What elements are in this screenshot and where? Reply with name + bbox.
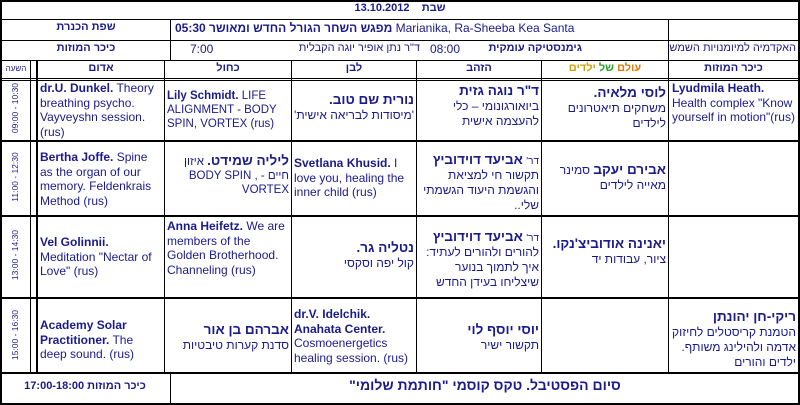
session-desc: ביואורגונומי – כלי להעצמה אישית — [452, 99, 539, 129]
presenter-name: לוסי מלאיה. — [593, 85, 666, 100]
session-desc: תקשור ישיר — [480, 338, 539, 353]
presenter-name: dr.U. Dunkel. — [40, 81, 114, 95]
time-slot-1: 09:00 - 10:30 — [10, 82, 20, 134]
session-r2-blue — [167, 153, 289, 213]
session-desc: סדנת קערות טיבטיות — [182, 338, 289, 353]
session-desc: We are members of the Golden Brotherhood. Channeling (rus) — [167, 219, 285, 277]
kids-word-yeladim: ילדים — [568, 62, 596, 74]
session-desc: תקשור חי למציאת והגשמת היעוד הגשמתי שלי.. — [423, 168, 539, 212]
footer-muses-time: כיכר המוזות 17:00-18:00 — [24, 380, 146, 392]
session-type: סמינר — [559, 163, 590, 177]
presenter-name: Academy Solar Practitioner. — [40, 318, 127, 347]
session-desc: Health complex "Know yourself in motion"(rus) — [672, 95, 795, 125]
session-r3-gold — [419, 229, 539, 295]
session-r2-white — [294, 156, 414, 213]
time-slot-3: 13:00 - 14:30 — [10, 229, 20, 281]
session-desc: LIFE ALIGNMENT - BODY SPIN, VORTEX (rus) — [167, 90, 277, 131]
festival-closing: סיום הפסטיבל. טקס קוסמי "חותמת שלומי" — [349, 377, 621, 393]
presenter-name: ד"ר נוגה גזית — [459, 83, 539, 98]
session-r4-gold — [419, 322, 539, 370]
session-r4-red — [40, 318, 162, 371]
presenter-name: Lily Schmidt. — [167, 90, 239, 102]
presenter-name: יוסי יוסף לוי — [467, 322, 539, 337]
session-r1-gold — [419, 83, 539, 139]
session-r3-kids — [544, 236, 666, 294]
venue-label-muses: כיכר המוזות — [56, 42, 116, 54]
kids-word-olam: עולם — [617, 62, 642, 74]
time-slot-2: 11:00 - 12:30 — [10, 152, 20, 202]
session-desc: Spine as the organ of our memory. Feldenkrais Method (rus) — [40, 150, 152, 208]
venue-label-kinneret: שפת הכנרת — [56, 21, 116, 33]
dawn-session-hebrew: 05:30 מפגש השחר הגורל החדש ומאושר — [175, 21, 393, 35]
presenter-name: אביעד דוידוביץ — [432, 229, 523, 244]
session-r4-white — [294, 307, 414, 371]
presenter-name: אביעד דוידוביץ — [432, 152, 523, 167]
yoga-session: ד"ר נתן אופיר יוגה הקבלית — [298, 42, 420, 54]
col-header-red: אדום — [88, 62, 114, 74]
session-r4-blue — [167, 322, 289, 370]
col-header-gold: הזהב — [466, 62, 492, 74]
banner-date: 13.10.2012 — [354, 2, 410, 14]
col-header-kids — [542, 62, 668, 74]
session-r2-red — [40, 150, 162, 213]
session-r1-red — [40, 81, 162, 139]
presenter-name: Lyudmila Heath. — [672, 81, 765, 95]
col-header-blue: כחול — [216, 62, 240, 74]
kids-word-shel: של — [598, 62, 615, 74]
presenter-name: Vel Golinnii. — [40, 235, 109, 249]
session-desc: I love you, healing the inner child (rus) — [294, 156, 405, 200]
session-r1-muses — [672, 81, 797, 139]
session-desc: The deep sound. (rus) — [40, 332, 135, 362]
session-r1-white — [294, 92, 414, 138]
session-r3-red — [40, 235, 162, 295]
presenter-name: נטליה גר. — [356, 240, 414, 255]
presenter-name: Svetlana Khusid. — [294, 156, 391, 170]
session-r1-blue — [167, 89, 289, 139]
session-desc: Meditation "Nectar of Love" (rus) — [40, 249, 152, 279]
session-r3-white — [294, 240, 414, 294]
time-slot-4: 15:00 - 16:30 — [10, 309, 20, 361]
session-desc: Cosmoenergetics healing session. (rus) — [294, 336, 409, 365]
presenter-name: ריקי-חן יהונתן — [712, 309, 796, 324]
date-banner — [0, 2, 800, 19]
presenter-title: דר' — [526, 233, 539, 244]
session-desc: מאייה לילדים — [599, 178, 666, 193]
presenter-name: נורית שם טוב. — [328, 92, 414, 107]
presenter-name: dr.V. Idelchik. Anahata Center. — [294, 307, 386, 336]
presenter-name: ליליה שמידט. — [207, 153, 289, 168]
session-desc: קול יפה וסקסי — [343, 256, 414, 271]
presenter-name: Bertha Joffe. — [40, 150, 114, 164]
presenter-name: Anna Heifetz. — [167, 219, 244, 233]
col-header-muses: כיכר המוזות — [704, 62, 763, 74]
session-r4-muses — [670, 309, 796, 371]
session-desc: הטמנת קריסטלים לחיזוק אדמה ולהילינג משותף. ילדים והורים — [672, 325, 796, 369]
col-header-time: השעה — [5, 64, 27, 73]
session-desc: איזון חיים - BODY SPIN , VORTEX — [184, 156, 289, 197]
yoga-time: 7:00 — [190, 42, 214, 56]
session-r1-kids — [544, 85, 666, 139]
dawn-session — [175, 21, 665, 40]
session-desc: משחקים תיאטרונים לילדים — [567, 101, 666, 131]
solar-academy-label: האקדמיה למיומנויות השמש — [669, 42, 796, 54]
session-desc: Theory breathing psycho. Vayveyshn session.(rus) — [40, 81, 154, 139]
banner-day: שבת — [421, 2, 446, 14]
presenter-name: אברהם בן אור — [203, 322, 289, 337]
session-r2-kids — [544, 162, 666, 213]
session-r3-blue — [167, 219, 289, 295]
presenter-name: אבירם יעקב — [593, 162, 666, 177]
dawn-session-presenters: Marianika, Ra-Sheeba Kea Santa — [395, 21, 575, 35]
col-header-white: לבן — [345, 62, 363, 74]
presenter-name: יאנינה אודוביצ'נקו. — [552, 236, 666, 251]
session-desc: ציור, עבודות יד — [591, 252, 666, 267]
session-r2-gold — [419, 152, 539, 214]
presenter-title: דר' — [526, 156, 539, 167]
session-desc: 'מיסודות לבריאה אישית' — [294, 108, 414, 123]
gym-session: גימנסטיקה עומקית — [488, 42, 582, 54]
session-desc: להורים ולהורים לעתיד: איך לתמוך בנוער שיצליחו בעידן החדש — [426, 245, 539, 289]
gym-time: 08:00 — [430, 42, 461, 56]
